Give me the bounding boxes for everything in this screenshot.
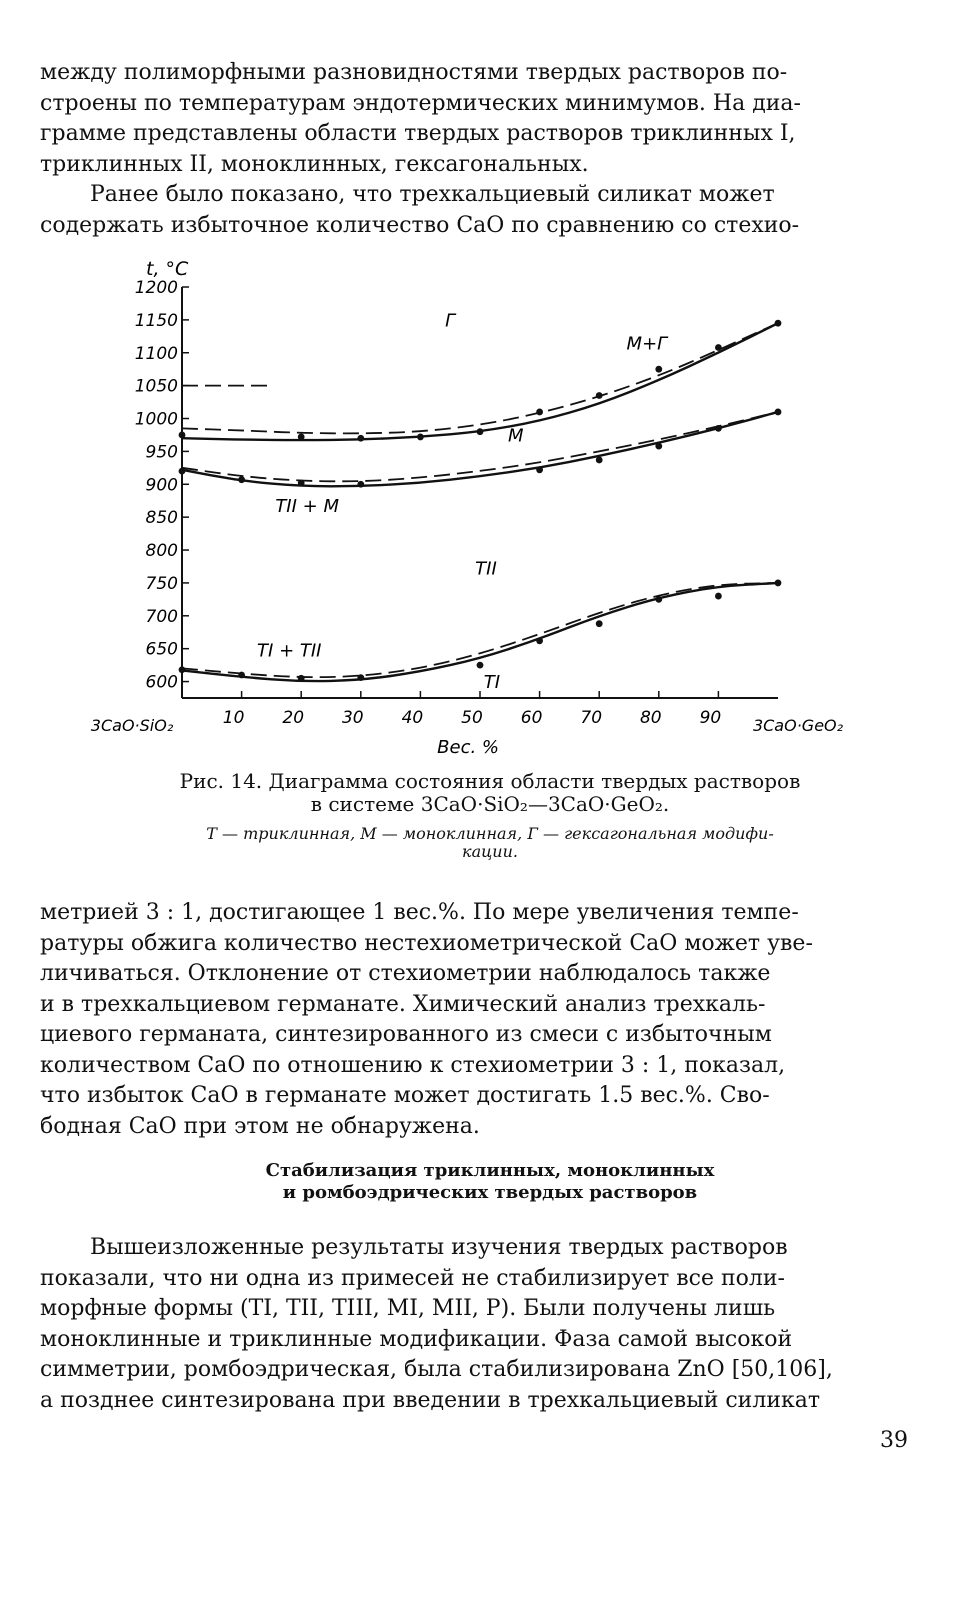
text-line: симметрии, ромбоэдрическая, была стабилизирована ZnO [50,106],: [40, 1357, 833, 1382]
x-axis-label: Вес. %: [437, 737, 500, 758]
data-point: [715, 593, 722, 600]
x-tick-label: 30: [341, 708, 364, 728]
data-point: [477, 662, 484, 669]
text-line: триклинных II, моноклинных, гексагональных.: [40, 151, 589, 177]
data-point: [536, 409, 543, 416]
section-paragraph: [40, 1233, 918, 1416]
y-tick-label: 750: [145, 573, 178, 594]
data-point: [298, 675, 305, 682]
data-point: [238, 476, 245, 483]
y-tick-label: 1200: [134, 278, 178, 298]
data-point: [775, 409, 782, 416]
x-tick-label: 80: [639, 708, 662, 728]
section-title: [100, 1160, 880, 1204]
y-tick-label: 1000: [134, 409, 178, 430]
data-point: [596, 620, 603, 627]
text-line: количеством CaO по отношению к стехиометрии 3 : 1, показал,: [40, 1052, 786, 1078]
y-tick-label: 850: [145, 508, 178, 529]
text-line: личиваться. Отклонение от стехиометрии наблюдалось также: [40, 961, 771, 986]
text-line: метрией 3 : 1, достигающее 1 вес.%. По мере увеличения темпе-: [40, 900, 799, 925]
data-point: [715, 344, 722, 351]
text-line: ратуры обжига количество нестехиометрической CaO может уве-: [40, 930, 813, 956]
phase-boundary-solid: [182, 412, 778, 486]
text-line: Ранее было показано, что трехкальциевый силикат может: [90, 182, 775, 207]
x-tick-label: 70: [580, 708, 603, 728]
figure-legend: [100, 825, 880, 861]
phase-diagram-chart: [90, 245, 850, 765]
data-point: [596, 392, 603, 399]
y-tick-label: 950: [145, 442, 178, 463]
x-tick-label: 20: [282, 708, 305, 728]
data-point: [775, 320, 782, 327]
section-title-line: и ромбоэдрических твердых растворов: [282, 1182, 698, 1203]
chart-labels: [91, 258, 844, 758]
page-number: 39: [880, 1428, 908, 1453]
y-tick-label: 700: [145, 606, 178, 627]
region-label: TI: [483, 672, 501, 694]
data-point: [298, 480, 305, 487]
text-line: циевого германата, синтезированного из смеси с избыточным: [40, 1022, 772, 1047]
x-tick-label: 40: [401, 708, 424, 728]
y-tick-label: 600: [145, 672, 178, 693]
data-point: [536, 466, 543, 473]
data-point: [357, 435, 364, 442]
y-tick-label: 650: [145, 639, 178, 660]
y-tick-label: 1050: [134, 376, 178, 397]
text-line: между полиморфными разновидностями твердых растворов по-: [40, 60, 788, 85]
x-tick-label: 90: [699, 708, 722, 728]
region-label: М: [507, 425, 524, 447]
x-tick-label: 60: [520, 708, 543, 728]
chart-curves: [179, 320, 782, 682]
text-line: что избыток CaO в германате может достигать 1.5 вес.%. Сво-: [40, 1083, 770, 1108]
x-right-endpoint-label: 3CaO·GeO₂: [752, 716, 844, 735]
chart-axes: [182, 287, 778, 698]
data-point: [179, 666, 186, 673]
text-line: показали, что ни одна из примесей не стабилизирует все поли-: [40, 1265, 785, 1291]
caption-line: в системе 3CaO·SiO₂—3CaO·GeO₂.: [310, 792, 670, 816]
phase-boundary-solid: [182, 323, 778, 440]
data-point: [417, 434, 424, 441]
data-point: [596, 457, 603, 464]
legend-line: Т — триклинная, М — моноклинная, Г — гексагональная модифи-: [206, 824, 774, 843]
data-point: [775, 580, 782, 587]
body-paragraph: [40, 898, 918, 1142]
y-tick-label: 800: [145, 541, 178, 562]
data-point: [715, 425, 722, 432]
data-point: [179, 468, 186, 475]
text-line: грамме представлены области твердых растворов триклинных I,: [40, 121, 796, 146]
x-tick-label: 10: [222, 708, 245, 728]
data-point: [655, 596, 662, 603]
x-left-endpoint-label: 3CaO·SiO₂: [90, 716, 174, 735]
text-line: бодная CaO при этом не обнаружена.: [40, 1113, 480, 1139]
data-point: [298, 434, 305, 441]
top-paragraph: [40, 58, 918, 241]
text-line: и в трехкальциевом германате. Химический анализ трехкаль-: [40, 991, 766, 1017]
y-tick-label: 1100: [134, 343, 178, 364]
text-line: строены по температурам эндотермических минимумов. На диа-: [40, 90, 801, 116]
legend-line: кации.: [462, 842, 518, 861]
data-point: [536, 637, 543, 644]
region-label: TII: [475, 558, 497, 580]
phase-boundary-dashed: [182, 412, 778, 481]
data-point: [357, 674, 364, 681]
data-point: [357, 481, 364, 488]
text-line: Вышеизложенные результаты изучения твердых растворов: [90, 1235, 788, 1260]
region-label: Г: [445, 310, 456, 332]
region-label: TI + TII: [257, 640, 322, 662]
data-point: [179, 432, 186, 439]
y-tick-label: 900: [145, 475, 178, 496]
text-line: а позднее синтезирована при введении в трехкальциевый силикат: [40, 1387, 821, 1413]
text-line: содержать избыточное количество CaO по сравнению со стехио-: [40, 212, 800, 238]
data-point: [238, 672, 245, 679]
phase-boundary-dashed: [182, 323, 778, 433]
section-title-line: Стабилизация триклинных, моноклинных: [265, 1160, 715, 1181]
region-label: М+Г: [626, 333, 668, 355]
y-axis-label: t, °C: [146, 258, 189, 280]
region-label: TII + M: [275, 495, 339, 517]
text-line: моноклинные и триклинные модификации. Фаза самой высокой: [40, 1326, 793, 1352]
figure-caption: [100, 770, 880, 816]
data-point: [655, 366, 662, 373]
y-tick-label: 1150: [134, 310, 178, 331]
x-tick-label: 50: [461, 708, 483, 728]
text-line: морфные формы (TI, TII, TIII, MI, MII, P). Были получены лишь: [40, 1296, 776, 1321]
data-point: [655, 443, 662, 450]
data-point: [477, 428, 484, 435]
caption-line: Рис. 14. Диаграмма состояния области твердых растворов: [179, 769, 801, 793]
